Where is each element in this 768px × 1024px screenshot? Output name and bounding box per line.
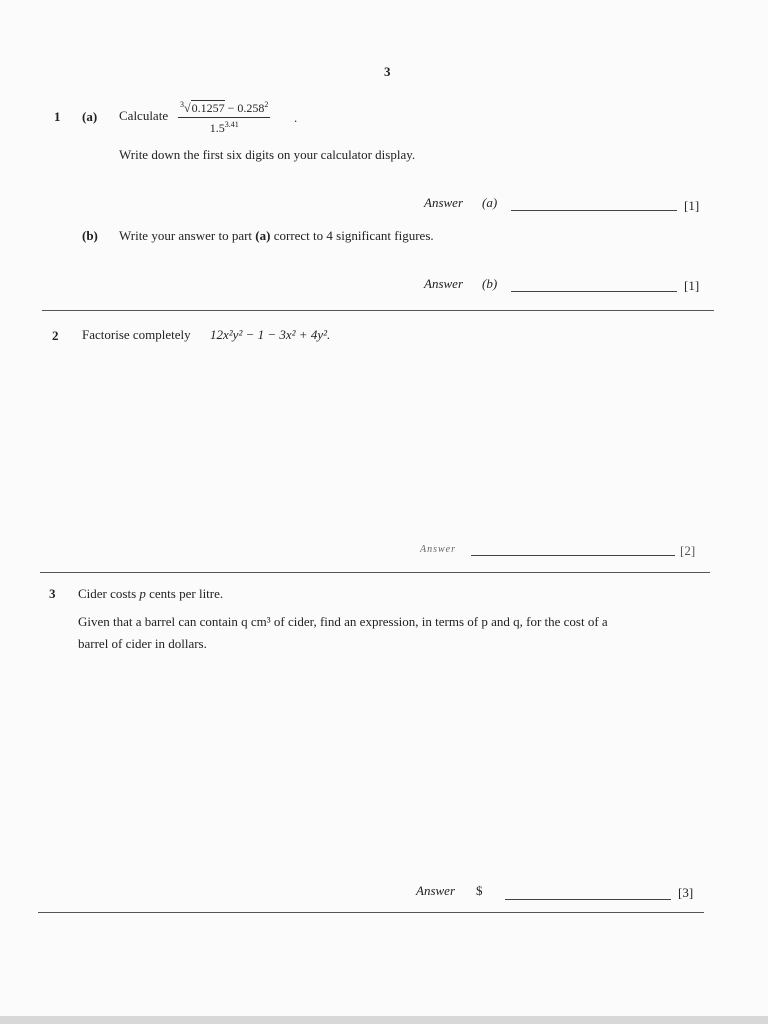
denominator-power: 3.41 bbox=[224, 120, 239, 129]
question-1b-marks: [1] bbox=[684, 278, 700, 293]
numerator-power: 2 bbox=[264, 100, 269, 109]
question-1a-answer-line[interactable] bbox=[511, 210, 677, 211]
question-3-number: 3 bbox=[49, 586, 56, 601]
question-1a-trailing-period: . bbox=[294, 110, 298, 125]
question-1a-calculate-word: Calculate bbox=[119, 108, 169, 123]
question-1b-text-after: correct to 4 significant figures. bbox=[270, 228, 434, 243]
question-3-divider bbox=[38, 912, 704, 913]
question-1a-answer-label: Answer bbox=[424, 195, 463, 210]
fraction-denominator bbox=[178, 118, 270, 136]
page-number: 3 bbox=[384, 64, 391, 79]
question-3-var-p: p bbox=[139, 586, 146, 601]
question-3-answer-label: Answer bbox=[416, 883, 455, 898]
question-1b-answer-label: Answer bbox=[424, 276, 463, 291]
question-1b-text-before: Write your answer to part bbox=[119, 228, 256, 243]
question-3-marks: [3] bbox=[678, 885, 694, 900]
question-3-answer-line[interactable] bbox=[505, 899, 671, 900]
denominator-base: 1.5 bbox=[209, 121, 225, 135]
question-1b-text-bold: (a) bbox=[255, 228, 271, 243]
question-2-answer-line[interactable] bbox=[471, 555, 675, 556]
question-2-text: Factorise completely bbox=[82, 327, 191, 342]
question-2-divider bbox=[40, 572, 710, 573]
scan-edge-band bbox=[0, 1016, 768, 1024]
question-3-currency: $ bbox=[476, 883, 483, 898]
question-1b-label: (b) bbox=[82, 228, 98, 243]
question-3-line-1-after: cents per litre. bbox=[145, 586, 224, 601]
question-1a-label: (a) bbox=[82, 109, 98, 124]
question-1a-fraction bbox=[178, 100, 270, 136]
question-2-number: 2 bbox=[52, 328, 59, 343]
question-2-answer-label: Answer bbox=[420, 544, 456, 555]
radicand: 0.1257 bbox=[191, 101, 225, 115]
question-3-line-2: Given that a barrel can contain q cm³ of cider, find an expression, in terms of p and q, for the cost of a bbox=[78, 614, 608, 629]
question-3-line-3: barrel of cider in dollars. bbox=[78, 636, 207, 651]
question-1b-answer-part: (b) bbox=[482, 276, 498, 291]
question-1a-marks: [1] bbox=[684, 198, 700, 213]
fraction-numerator: $^3√0.1257 - 0.258^2$ bbox=[178, 100, 270, 118]
question-1a-answer-part: (a) bbox=[482, 195, 498, 210]
question-1b-text bbox=[119, 228, 434, 244]
question-1b-answer-line[interactable] bbox=[511, 291, 677, 292]
question-3-line-1-before: Cider costs bbox=[78, 586, 140, 601]
question-1a-instruction: Write down the first six digits on your calculator display. bbox=[119, 147, 416, 162]
root-index: 3 bbox=[180, 100, 184, 109]
question-2-expression: 12x²y² − 1 − 3x² + 4y². bbox=[210, 327, 331, 342]
question-1-number: 1 bbox=[54, 109, 61, 124]
numerator-rest: − 0.258 bbox=[224, 101, 265, 115]
question-3-line-1 bbox=[78, 586, 223, 602]
question-1-divider bbox=[42, 310, 714, 311]
question-2-marks: [2] bbox=[680, 543, 696, 558]
